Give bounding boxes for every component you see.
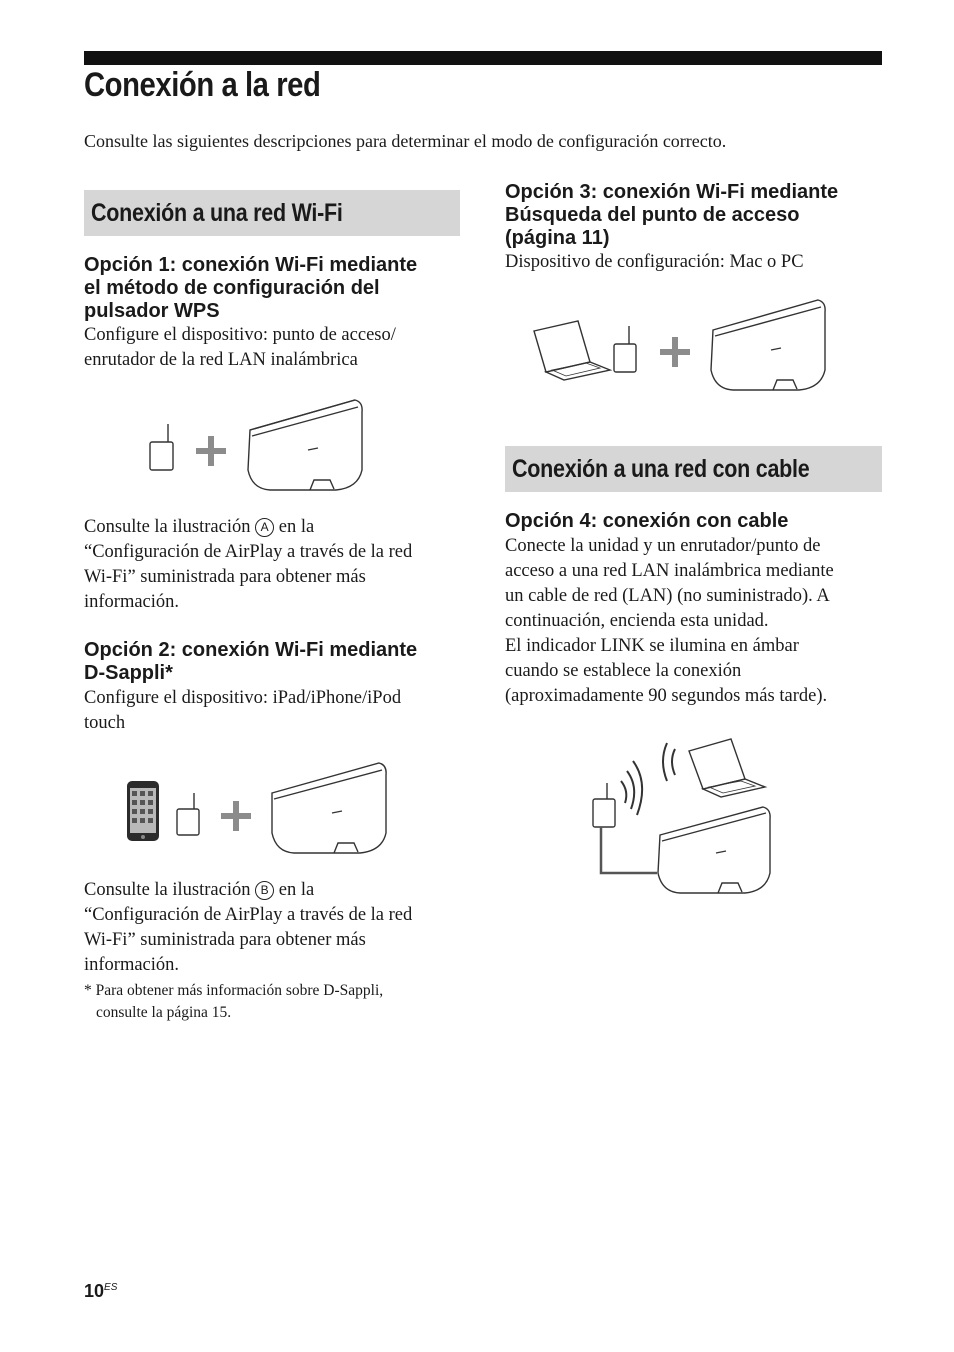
page-title: Conexión a la red [84,66,321,104]
option3-body: Dispositivo de configuración: Mac o PC [505,252,804,272]
speaker-dock-icon [711,300,825,390]
illustration-b-badge: B [255,881,274,900]
laptop-icon [689,739,765,797]
wifi-waves-icon [621,743,675,815]
option3-heading: Opción 3: conexión Wi-Fi mediante Búsqueda del punto de acceso (página 11) [505,181,839,249]
speaker-dock-icon [272,763,386,853]
top-rule [84,51,882,65]
option1-reference: Consulte la ilustración A en la “Configuración de AirPlay a través de la red Wi-Fi” suministrada para obtener más información. [84,517,413,612]
laptop-icon [534,321,610,380]
illustration-a-badge: A [255,518,274,537]
option1-body: Configure el dispositivo: punto de acceso/ enrutador de la red LAN inalámbrica [84,325,396,370]
plus-icon [660,337,690,367]
section-wifi-title: Conexión a una red Wi-Fi [91,198,343,227]
intro-text: Consulte las siguientes descripciones para determinar el modo de configuración correcto. [84,131,727,151]
option3-illustration [530,296,840,396]
router-icon [150,424,173,470]
option2-heading: Opción 2: conexión Wi-Fi mediante D-Sappli* [84,639,418,684]
iphone-icon [127,781,159,841]
lan-cable [601,827,657,873]
option2-reference: Consulte la ilustración B en la “Configuración de AirPlay a través de la red Wi-Fi” suministrada para obtener más información. * Para obtener más información sobre D-Sappli, consulte la página 15. [84,878,474,1024]
page-language: ES [104,1282,118,1293]
router-icon [177,793,199,835]
option2-footnote: * Para obtener más información sobre D-Sappli, consulte la página 15. [84,982,384,1021]
section-cable [505,446,882,492]
option4-heading: Opción 4: conexión con cable [505,510,789,532]
plus-icon [221,801,251,831]
option4-body: Conecte la unidad y un enrutador/punto de acceso a una red LAN inalámbrica mediante un cable de red (LAN) (no suministrado). A continuación, encienda esta unidad. El indicador LINK se ilumina en ámbar cuando se establece la conexión (aproximadamente 90 segundos más tarde). [505,536,834,706]
section-wifi [84,190,460,236]
option4-block [505,510,895,709]
router-icon [593,783,615,827]
option2-illustration [124,755,394,865]
speaker-dock-icon [248,400,362,490]
option1-block [84,254,464,373]
option1-heading: Opción 1: conexión Wi-Fi mediante el método de configuración del pulsador WPS [84,254,418,322]
option1-illustration [140,392,380,502]
option2-body: Configure el dispositivo: iPad/iPhone/iPod touch [84,688,402,733]
option3-block [505,181,895,275]
page-number: $10^{ES}$ [84,1281,118,1301]
router-icon [614,326,636,372]
option2-block [84,639,464,736]
speaker-dock-icon [658,807,770,893]
plus-icon [196,436,226,466]
option4-illustration [585,735,785,905]
section-cable-title: Conexión a una red con cable [512,454,810,483]
